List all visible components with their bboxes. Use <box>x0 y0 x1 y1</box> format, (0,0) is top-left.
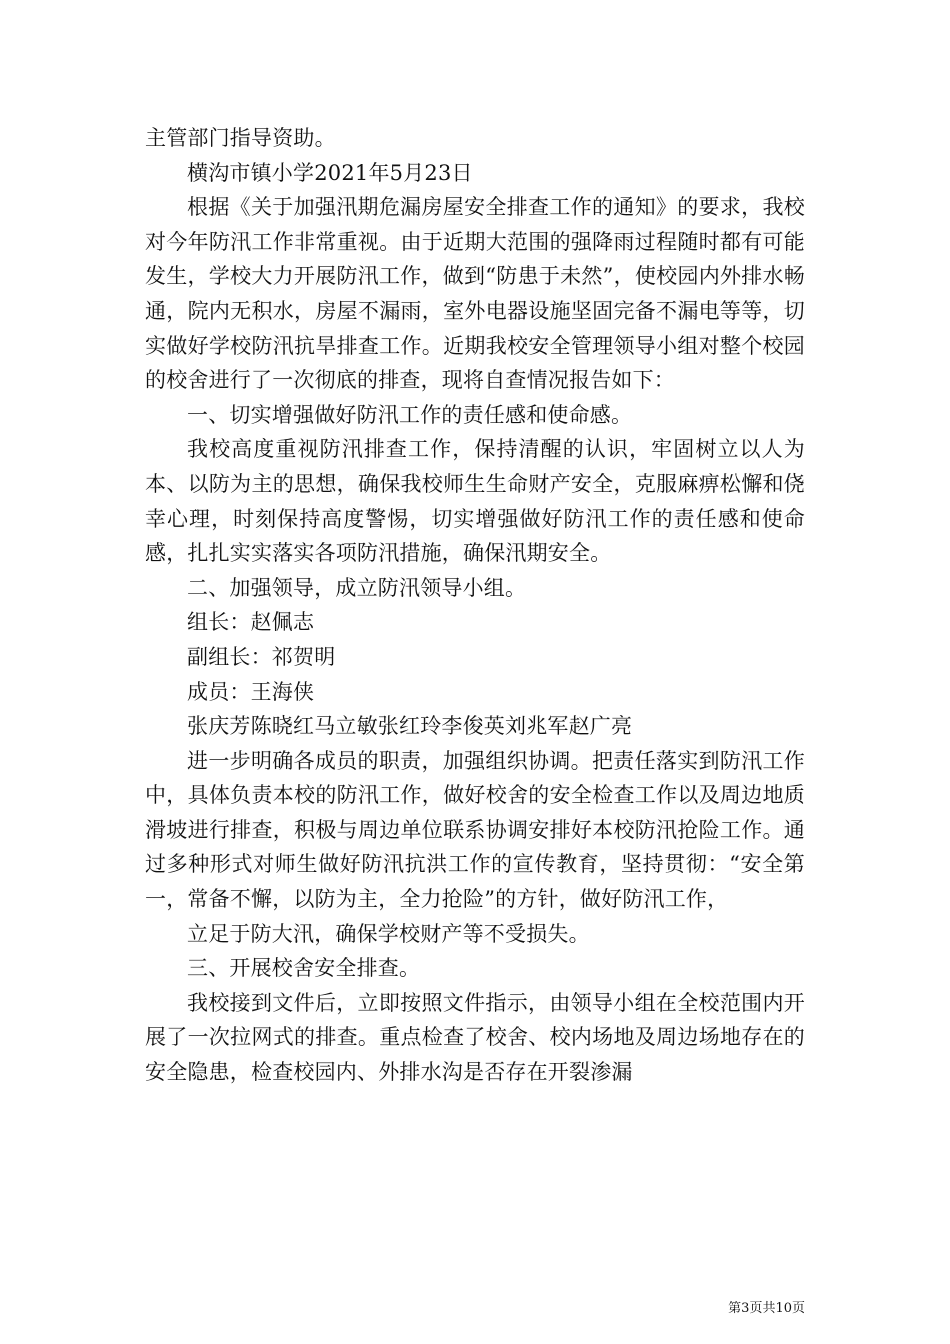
paragraph-date-line: 横沟市镇小学2021年5月23日 <box>187 160 473 185</box>
document-body <box>145 121 805 1090</box>
paragraph-leader: 组长：赵佩志 <box>187 610 315 635</box>
section-heading-1: 一、切实增强做好防汛工作的责任感和使命感。 <box>187 402 633 427</box>
section-heading-3: 三、开展校舍安全排查。 <box>187 956 421 981</box>
section-heading-2: 二、加强领导，成立防汛领导小组。 <box>187 575 527 600</box>
paragraph-members: 成员：王海侠 <box>187 679 315 704</box>
paragraph-prevention: 立足于防大汛，确保学校财产等不受损失。 <box>187 921 590 946</box>
page-number-footer: 第3页共10页 <box>728 1301 805 1316</box>
paragraph-intro: 根据《关于加强汛期危漏房屋安全排查工作的通知》的要求，我校对今年防汛工作非常重视。由于近期大范围的强降雨过程随时都有可能发生，学校大力开展防汛工作，做到“防患于未然”，使校园内外排水畅通，院内无积水，房屋不漏雨，室外电器设施坚固完备不漏电等等，切实做好学校防汛抗旱排查工作。近期我校安全管理领导小组对整个校园的校舍进行了一次彻底的排查，现将自查情况报告如下： <box>145 195 805 393</box>
paragraph-member-names: 张庆芳陈晓红马立敏张红玲李俊英刘兆军赵广亮 <box>187 714 633 739</box>
paragraph-deputy-leader: 副组长：祁贺明 <box>187 644 336 669</box>
paragraph-section-3: 我校接到文件后，立即按照文件指示，由领导小组在全校范围内开展了一次拉网式的排查。重点检查了校舍、校内场地及周边场地存在的安全隐患，检查校园内、外排水沟是否存在开裂渗漏 <box>145 990 805 1085</box>
paragraph-continuation: 主管部门指导资助。 <box>145 126 336 150</box>
paragraph-responsibilities: 进一步明确各成员的职责，加强组织协调。把责任落实到防汛工作中，具体负责本校的防汛工作，做好校舍的安全检查工作以及周边地质滑坡进行排查，积极与周边单位联系协调安排好本校防汛抢险工作。通过多种形式对师生做好防汛抗洪工作的宣传教育，坚持贯彻：“安全第一，常备不懈，以防为主，全力抢险”的方针，做好防汛工作， <box>145 748 805 912</box>
paragraph-section-1: 我校高度重视防汛排查工作，保持清醒的认识，牢固树立以人为本、以防为主的思想，确保我校师生生命财产安全，克服麻痹松懈和侥幸心理，时刻保持高度警惕，切实增强做好防汛工作的责任感和使命感，扎扎实实落实各项防汛措施，确保汛期安全。 <box>145 437 805 566</box>
